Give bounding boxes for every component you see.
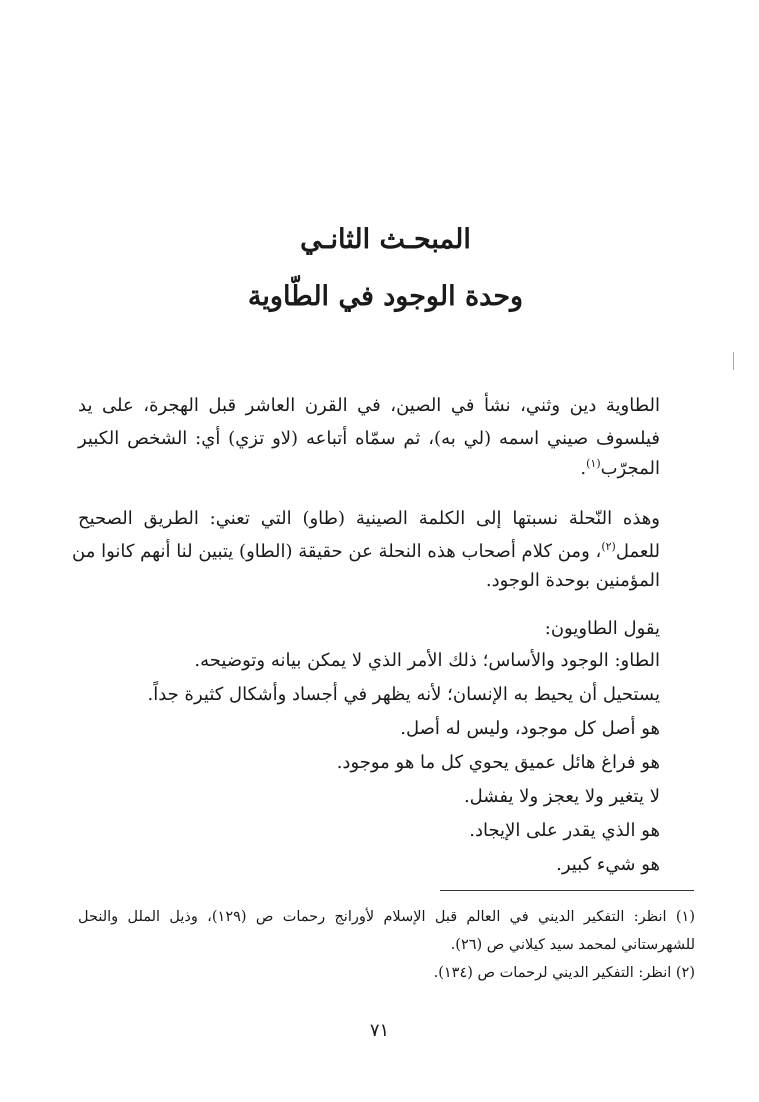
quote-item: هو فراغ هائل عميق يحوي كل ما هو موجود. [336,752,660,773]
paragraph1-line1: الطاوية دين وثني، نشأ في الصين، في القرن العاشر قبل الهجرة، على يد [78,395,660,416]
quote-item: هو الذي يقدر على الإيجاد. [469,820,660,841]
paragraph1-line2: فيلسوف صيني اسمه (لي به)، ثم سمّاه أتباعه (لاو تزي) أي: الشخص الكبير [78,428,660,449]
section-heading: المبحـث الثانـي [300,224,471,255]
page-number: ٧١ [369,1020,390,1041]
quote-item: الطاو: الوجود والأساس؛ ذلك الأمر الذي لا يمكن بيانه وتوضيحه. [194,650,660,671]
paragraph2-line2-start: للعمل [615,541,660,562]
paragraph2-line3: المؤمنين بوحدة الوجود. [485,570,660,591]
quote-item: هو شيء كبير. [556,854,660,875]
footnote-divider [440,890,694,891]
margin-mark [733,352,735,370]
quotes-intro: يقول الطاويون: [544,618,660,639]
footnote-ref-2[interactable]: (٢) [601,540,616,553]
paragraph2-line2-rest: ، ومن كلام أصحاب هذه النحلة عن حقيقة (الطاو) يتبين لنا أنهم كانوا من [72,541,602,562]
footnote-ref-1[interactable]: (١) [586,457,601,470]
quote-item: لا يتغير ولا يعجز ولا يفشل. [463,786,660,807]
paragraph2-line1: وهذه النّحلة نسبتها إلى الكلمة الصينية (طاو) التي تعني: الطريق الصحيح [78,508,660,529]
chapter-title: وحدة الوجود في الطّاوية [247,281,524,312]
footnote-1-line2: للشهرستاني لمحمد سيد كيلاني ص (٢٦). [450,937,695,953]
paragraph2-line2 [72,538,660,566]
footnote-1-line1: (١) انظر: التفكير الديني في العالم قبل الإسلام لأورانج رحمات ص (١٢٩)، وذيل الملل والنحل [78,909,695,925]
paragraph1-line3-text: المجرّب [600,458,660,479]
quote-item: يستحيل أن يحيط به الإنسان؛ لأنه يظهر في أجساد وأشكال كثيرة جداً. [147,684,660,705]
paragraph1-line3 [580,455,660,483]
paragraph1-line3-tail: . [580,458,587,479]
footnote-2: (٢) انظر: التفكير الديني لرحمات ص (١٣٤). [433,965,695,981]
quote-item: هو أصل كل موجود، وليس له أصل. [400,718,660,739]
